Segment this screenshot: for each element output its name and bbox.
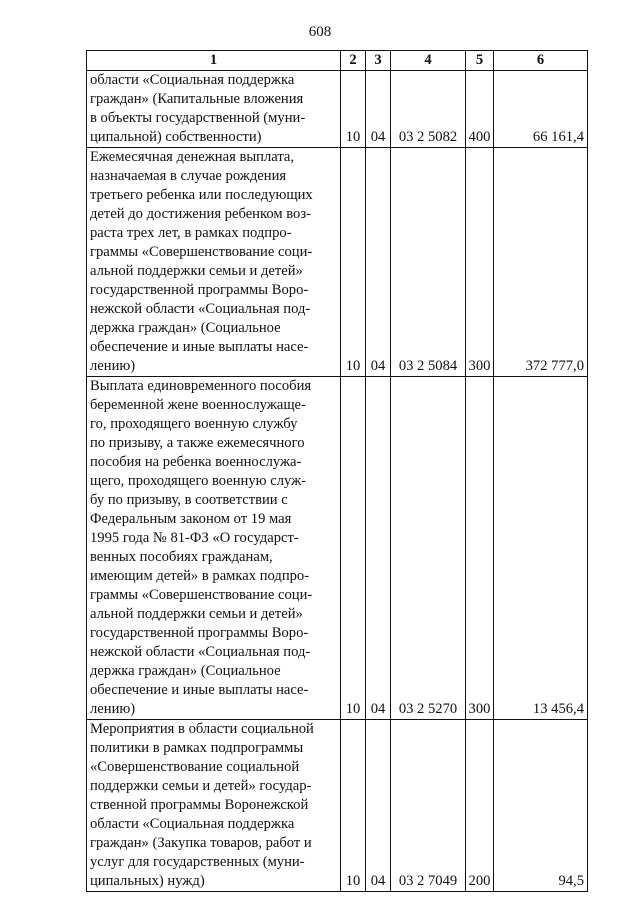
row-description: Мероприятия в области социальной политики в рамках подпрограммы «Совершенствование социальной поддержки семьи и детей» государ- ственной программы Воронежской области «Социальная поддержка граждан» (Закупка товаров, работ и услуг для государственных (муни- ципальных) нужд)	[87, 720, 341, 892]
page-number: 608	[308, 24, 332, 40]
row-expense-type: 200	[466, 720, 494, 892]
table-row	[87, 71, 588, 148]
header-col-6: 6	[494, 51, 588, 71]
row-subsection: 04	[366, 377, 391, 720]
row-expense-type: 300	[466, 377, 494, 720]
row-amount: 13 456,4	[494, 377, 588, 720]
row-target-article: 03 2 7049	[391, 720, 466, 892]
budget-table	[86, 50, 588, 892]
header-col-4: 4	[391, 51, 466, 71]
header-col-1: 1	[87, 51, 341, 71]
row-section: 10	[341, 71, 366, 148]
row-section: 10	[341, 720, 366, 892]
row-description: Выплата единовременного пособия беременной жене военнослужаще- го, проходящего военную службу по призыву, а также ежемесячного пособия на ребенка военнослужа- щего, проходящего военную служ- бу по призыву, в соответствии с Федеральным законом от 19 мая 1995 года № 81-ФЗ «О государст- венных пособиях гражданам, имеющим детей» в рамках подпро- граммы «Совершенствование соци- альной поддержки семьи и детей» государственной программы Воро- нежской области «Социальная под- держка граждан» (Социальное обеспечение и иные выплаты насе- лению)	[87, 377, 341, 720]
table-row	[87, 377, 588, 720]
row-description: Ежемесячная денежная выплата, назначаемая в случае рождения третьего ребенка или последующих детей до достижения ребенком воз- раста трех лет, в рамках подпро- граммы «Совершенствование соци- альной поддержки семьи и детей» государственной программы Воро- нежской области «Социальная под- держка граждан» (Социальное обеспечение и иные выплаты насе- лению)	[87, 148, 341, 377]
row-expense-type: 400	[466, 71, 494, 148]
row-section: 10	[341, 377, 366, 720]
row-amount: 372 777,0	[494, 148, 588, 377]
table-row	[87, 148, 588, 377]
row-target-article: 03 2 5084	[391, 148, 466, 377]
row-subsection: 04	[366, 71, 391, 148]
row-subsection: 04	[366, 148, 391, 377]
row-amount: 94,5	[494, 720, 588, 892]
row-amount: 66 161,4	[494, 71, 588, 148]
header-col-2: 2	[341, 51, 366, 71]
header-col-3: 3	[366, 51, 391, 71]
row-subsection: 04	[366, 720, 391, 892]
row-section: 10	[341, 148, 366, 377]
table-row	[87, 720, 588, 892]
header-col-5: 5	[466, 51, 494, 71]
row-description: области «Социальная поддержка граждан» (Капитальные вложения в объекты государственной (муни- ципальной) собственности)	[87, 71, 341, 148]
row-target-article: 03 2 5082	[391, 71, 466, 148]
row-expense-type: 300	[466, 148, 494, 377]
table-header-row	[87, 51, 588, 71]
row-target-article: 03 2 5270	[391, 377, 466, 720]
